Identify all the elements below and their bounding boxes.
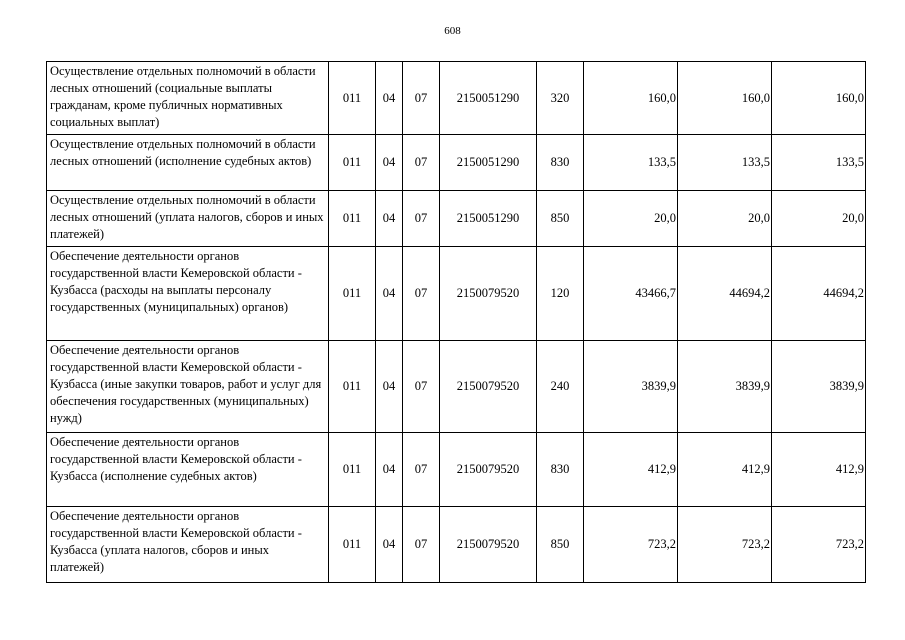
- subsection-code: 07: [403, 247, 440, 341]
- section-code: 04: [376, 341, 403, 433]
- target-article-code: 2150051290: [440, 135, 537, 191]
- ministry-code: 011: [329, 433, 376, 507]
- row-description: Обеспечение деятельности органов государственной власти Кемеровской области - Кузбасса (уплата налогов, сборов и иных платежей): [47, 507, 329, 583]
- subsection-code: 07: [403, 507, 440, 583]
- subsection-code: 07: [403, 135, 440, 191]
- expense-type-code: 850: [537, 191, 584, 247]
- amount-year-1: 133,5: [584, 135, 678, 191]
- amount-year-2: 20,0: [678, 191, 772, 247]
- ministry-code: 011: [329, 507, 376, 583]
- amount-year-3: 412,9: [772, 433, 866, 507]
- table-row: [47, 507, 866, 583]
- expense-type-code: 320: [537, 62, 584, 135]
- table-row: [47, 341, 866, 433]
- amount-year-2: 412,9: [678, 433, 772, 507]
- section-code: 04: [376, 62, 403, 135]
- expense-type-code: 120: [537, 247, 584, 341]
- row-description: Обеспечение деятельности органов государственной власти Кемеровской области - Кузбасса (исполнение судебных актов): [47, 433, 329, 507]
- expense-type-code: 850: [537, 507, 584, 583]
- amount-year-1: 160,0: [584, 62, 678, 135]
- amount-year-3: 44694,2: [772, 247, 866, 341]
- expense-type-code: 830: [537, 433, 584, 507]
- ministry-code: 011: [329, 191, 376, 247]
- target-article-code: 2150079520: [440, 247, 537, 341]
- expense-type-code: 240: [537, 341, 584, 433]
- row-description: Обеспечение деятельности органов государственной власти Кемеровской области - Кузбасса (расходы на выплаты персоналу государственных (муниципальных) органов): [47, 247, 329, 341]
- row-description: Осуществление отдельных полномочий в области лесных отношений (уплата налогов, сборов и иных платежей): [47, 191, 329, 247]
- subsection-code: 07: [403, 433, 440, 507]
- table-row: [47, 247, 866, 341]
- section-code: 04: [376, 191, 403, 247]
- amount-year-3: 723,2: [772, 507, 866, 583]
- amount-year-3: 20,0: [772, 191, 866, 247]
- amount-year-2: 133,5: [678, 135, 772, 191]
- table-row: [47, 191, 866, 247]
- target-article-code: 2150079520: [440, 433, 537, 507]
- row-description: Осуществление отдельных полномочий в области лесных отношений (социальные выплаты гражданам, кроме публичных нормативных социальных выплат): [47, 62, 329, 135]
- table-row: [47, 62, 866, 135]
- ministry-code: 011: [329, 341, 376, 433]
- amount-year-1: 20,0: [584, 191, 678, 247]
- amount-year-3: 160,0: [772, 62, 866, 135]
- page-number: 608: [444, 25, 461, 37]
- subsection-code: 07: [403, 341, 440, 433]
- section-code: 04: [376, 135, 403, 191]
- amount-year-2: 160,0: [678, 62, 772, 135]
- target-article-code: 2150051290: [440, 62, 537, 135]
- target-article-code: 2150079520: [440, 341, 537, 433]
- amount-year-1: 3839,9: [584, 341, 678, 433]
- amount-year-2: 44694,2: [678, 247, 772, 341]
- table-row: [47, 433, 866, 507]
- expense-type-code: 830: [537, 135, 584, 191]
- ministry-code: 011: [329, 247, 376, 341]
- amount-year-2: 3839,9: [678, 341, 772, 433]
- row-description: Обеспечение деятельности органов государственной власти Кемеровской области - Кузбасса (иные закупки товаров, работ и услуг для обеспечения государственных (муниципальных) нужд): [47, 341, 329, 433]
- section-code: 04: [376, 507, 403, 583]
- amount-year-1: 412,9: [584, 433, 678, 507]
- amount-year-1: 723,2: [584, 507, 678, 583]
- amount-year-3: 3839,9: [772, 341, 866, 433]
- subsection-code: 07: [403, 62, 440, 135]
- row-description: Осуществление отдельных полномочий в области лесных отношений (исполнение судебных актов): [47, 135, 329, 191]
- section-code: 04: [376, 247, 403, 341]
- target-article-code: 2150051290: [440, 191, 537, 247]
- ministry-code: 011: [329, 135, 376, 191]
- amount-year-1: 43466,7: [584, 247, 678, 341]
- table-row: [47, 135, 866, 191]
- amount-year-3: 133,5: [772, 135, 866, 191]
- ministry-code: 011: [329, 62, 376, 135]
- amount-year-2: 723,2: [678, 507, 772, 583]
- subsection-code: 07: [403, 191, 440, 247]
- budget-table: [46, 61, 866, 583]
- section-code: 04: [376, 433, 403, 507]
- target-article-code: 2150079520: [440, 507, 537, 583]
